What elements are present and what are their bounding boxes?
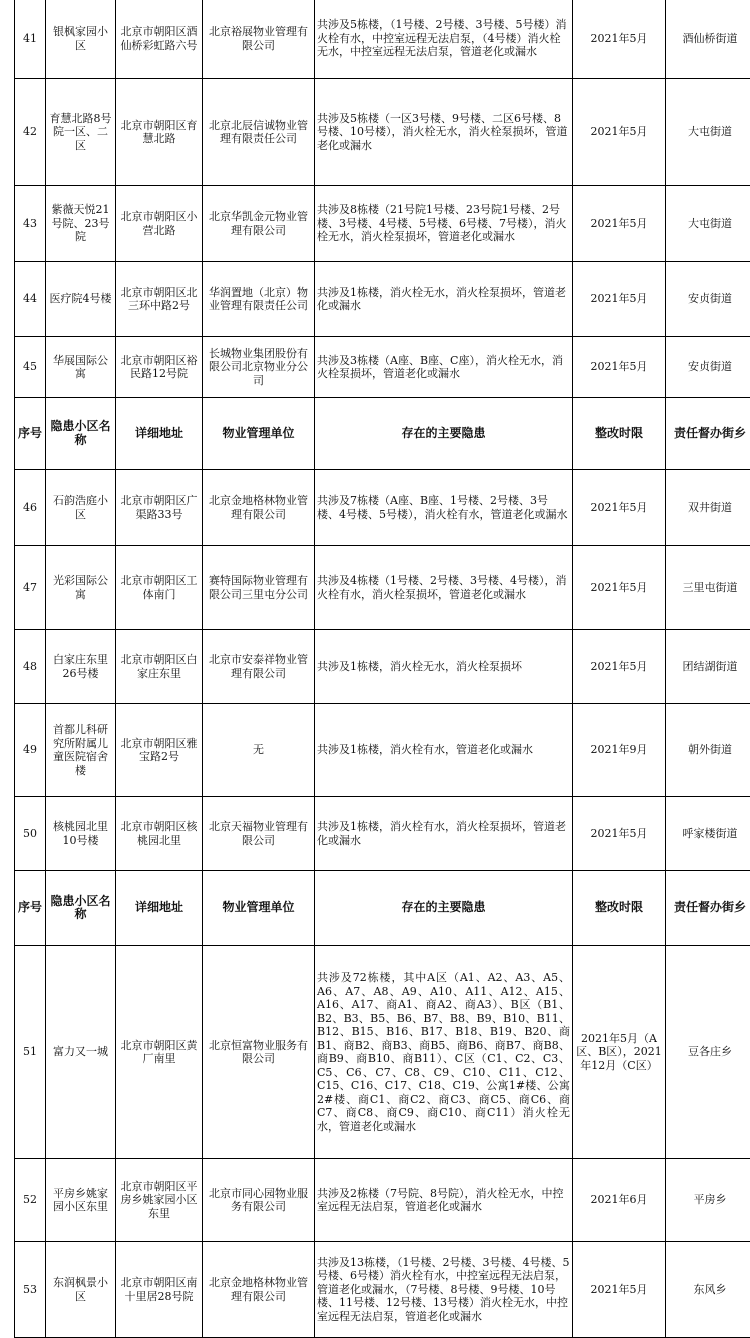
address: 北京市朝阳区工体南门 <box>116 546 203 630</box>
main-hazard: 共涉及4栋楼（1号楼、2号楼、3号楼、4号楼），消火栓有水，消火栓泵损坏，管道老化或漏水 <box>315 546 573 630</box>
responsible-street: 豆各庄乡 <box>666 946 750 1159</box>
main-hazard: 共涉及8栋楼（21号院1号楼、23号院1号楼、2号楼、3号楼、4号楼、5号楼、6号楼、7号楼），消火栓无水，消火栓泵损坏，管道老化或漏水 <box>315 186 573 262</box>
row-number: 52 <box>15 1159 46 1242</box>
deadline: 2021年5月 <box>573 630 666 704</box>
address: 北京市朝阳区核桃园北里 <box>116 797 203 871</box>
table-row <box>15 630 750 704</box>
property-manager: 北京市同心园物业服务有限公司 <box>203 1159 315 1242</box>
responsible-street: 朝外街道 <box>666 704 750 797</box>
address: 北京市朝阳区广渠路33号 <box>116 470 203 546</box>
table-row <box>15 262 750 337</box>
address: 北京市朝阳区北三环中路2号 <box>116 262 203 337</box>
address: 北京市朝阳区黄厂南里 <box>116 946 203 1159</box>
row-number: 44 <box>15 262 46 337</box>
table-row <box>15 1159 750 1242</box>
header-name: 隐患小区名称 <box>46 398 116 470</box>
deadline: 2021年5月 <box>573 546 666 630</box>
header-manager: 物业管理单位 <box>203 871 315 946</box>
property-manager: 北京金地格林物业管理有限公司 <box>203 470 315 546</box>
main-hazard: 共涉及3栋楼（A座、B座、C座），消火栓无水，消火栓泵损坏，管道老化或漏水 <box>315 337 573 398</box>
deadline: 2021年5月 <box>573 337 666 398</box>
main-hazard: 共涉及7栋楼（A座、B座、1号楼、2号楼、3号楼、4号楼、5号楼），消火栓有水，管道老化或漏水 <box>315 470 573 546</box>
deadline: 2021年5月 <box>573 470 666 546</box>
responsible-street: 东风乡 <box>666 1242 750 1338</box>
main-hazard: 共涉及13栋楼，（1号楼、2号楼、3号楼、4号楼、5号楼、6号楼）消火栓有水，中控室远程无法启泵，管道老化或漏水，（7号楼、8号楼、9号楼、10号楼、11号楼、12号楼、13号楼）消火栓无水，中控室远程无法启泵，管道老化或漏水 <box>315 1242 573 1338</box>
main-hazard: 共涉及1栋楼，消火栓无水，消火栓泵损坏 <box>315 630 573 704</box>
deadline: 2021年5月 <box>573 797 666 871</box>
table-row <box>15 79 750 186</box>
row-number: 46 <box>15 470 46 546</box>
header-name: 隐患小区名称 <box>46 871 116 946</box>
header-address: 详细地址 <box>116 871 203 946</box>
community-name: 富力又一城 <box>46 946 116 1159</box>
main-hazard: 共涉及5栋楼（一区3号楼、9号楼、二区6号楼、8号楼、10号楼），消火栓无水，消火栓泵损坏，管道老化或漏水 <box>315 79 573 186</box>
header-time: 整改时限 <box>573 871 666 946</box>
deadline: 2021年5月 <box>573 262 666 337</box>
responsible-street: 呼家楼街道 <box>666 797 750 871</box>
property-manager: 无 <box>203 704 315 797</box>
main-hazard: 共涉及1栋楼，消火栓有水，消火栓泵损坏，管道老化或漏水 <box>315 797 573 871</box>
address: 北京市朝阳区南十里居28号院 <box>116 1242 203 1338</box>
hazard-table <box>14 0 750 1338</box>
main-hazard: 共涉及1栋楼，消火栓有水，管道老化或漏水 <box>315 704 573 797</box>
table-row <box>15 186 750 262</box>
main-hazard: 共涉及1栋楼，消火栓无水，消火栓泵损坏，管道老化或漏水 <box>315 262 573 337</box>
address: 北京市朝阳区平房乡姚家园小区东里 <box>116 1159 203 1242</box>
property-manager: 北京裕展物业管理有限公司 <box>203 0 315 79</box>
row-number: 51 <box>15 946 46 1159</box>
header-row <box>15 398 750 470</box>
deadline: 2021年5月（A区、B区），2021年12月（C区） <box>573 946 666 1159</box>
header-manager: 物业管理单位 <box>203 398 315 470</box>
row-number: 45 <box>15 337 46 398</box>
row-number: 47 <box>15 546 46 630</box>
responsible-street: 大屯街道 <box>666 186 750 262</box>
responsible-street: 酒仙桥街道 <box>666 0 750 79</box>
row-number: 42 <box>15 79 46 186</box>
community-name: 医疗院4号楼 <box>46 262 116 337</box>
table-row <box>15 797 750 871</box>
community-name: 白家庄东里26号楼 <box>46 630 116 704</box>
address: 北京市朝阳区裕民路12号院 <box>116 337 203 398</box>
deadline: 2021年5月 <box>573 79 666 186</box>
address: 北京市朝阳区育慧北路 <box>116 79 203 186</box>
table-row <box>15 0 750 79</box>
header-issue: 存在的主要隐患 <box>315 398 573 470</box>
responsible-street: 安贞街道 <box>666 337 750 398</box>
row-number: 49 <box>15 704 46 797</box>
header-issue: 存在的主要隐患 <box>315 871 573 946</box>
main-hazard: 共涉及5栋楼，（1号楼、2号楼、3号楼、5号楼）消火栓有水，中控室远程无法启泵，（4号楼）消火栓无水，中控室远程无法启泵，管道老化或漏水 <box>315 0 573 79</box>
address: 北京市朝阳区酒仙桥彩虹路六号 <box>116 0 203 79</box>
table-row <box>15 946 750 1159</box>
row-number: 41 <box>15 0 46 79</box>
community-name: 银枫家园小区 <box>46 0 116 79</box>
property-manager: 赛特国际物业管理有限公司三里屯分公司 <box>203 546 315 630</box>
property-manager: 北京华凯金元物业管理有限公司 <box>203 186 315 262</box>
responsible-street: 大屯街道 <box>666 79 750 186</box>
community-name: 东润枫景小区 <box>46 1242 116 1338</box>
responsible-street: 三里屯街道 <box>666 546 750 630</box>
responsible-street: 平房乡 <box>666 1159 750 1242</box>
community-name: 华展国际公寓 <box>46 337 116 398</box>
header-row <box>15 871 750 946</box>
property-manager: 长城物业集团股份有限公司北京物业分公司 <box>203 337 315 398</box>
responsible-street: 双井街道 <box>666 470 750 546</box>
table-row <box>15 337 750 398</box>
deadline: 2021年9月 <box>573 704 666 797</box>
row-number: 48 <box>15 630 46 704</box>
responsible-street: 团结湖街道 <box>666 630 750 704</box>
header-no: 序号 <box>15 398 46 470</box>
deadline: 2021年5月 <box>573 1242 666 1338</box>
property-manager: 北京天福物业管理有限公司 <box>203 797 315 871</box>
property-manager: 北京金地格林物业管理有限公司 <box>203 1242 315 1338</box>
deadline: 2021年5月 <box>573 186 666 262</box>
row-number: 43 <box>15 186 46 262</box>
property-manager: 北京北辰信诚物业管理有限责任公司 <box>203 79 315 186</box>
header-time: 整改时限 <box>573 398 666 470</box>
row-number: 53 <box>15 1242 46 1338</box>
address: 北京市朝阳区雅宝路2号 <box>116 704 203 797</box>
property-manager: 北京市安泰祥物业管理有限公司 <box>203 630 315 704</box>
header-street: 责任督办街乡 <box>666 871 750 946</box>
deadline: 2021年6月 <box>573 1159 666 1242</box>
property-manager: 华润置地（北京）物业管理有限责任公司 <box>203 262 315 337</box>
community-name: 紫薇天悦21号院、23号院 <box>46 186 116 262</box>
community-name: 平房乡姚家园小区东里 <box>46 1159 116 1242</box>
table-row <box>15 470 750 546</box>
row-number: 50 <box>15 797 46 871</box>
community-name: 石韵浩庭小区 <box>46 470 116 546</box>
header-street: 责任督办街乡 <box>666 398 750 470</box>
header-address: 详细地址 <box>116 398 203 470</box>
community-name: 育慧北路8号院一区、二区 <box>46 79 116 186</box>
header-no: 序号 <box>15 871 46 946</box>
responsible-street: 安贞街道 <box>666 262 750 337</box>
address: 北京市朝阳区白家庄东里 <box>116 630 203 704</box>
property-manager: 北京恒富物业服务有限公司 <box>203 946 315 1159</box>
table-row <box>15 704 750 797</box>
address: 北京市朝阳区小营北路 <box>116 186 203 262</box>
main-hazard: 共涉及72栋楼，其中A区（A1、A2、A3、A5、A6、A7、A8、A9、A10、A11、A12、A15、A16、A17、商A1、商A2、商A3）、B区（B1、B2、B3、B5、B6、B7、B8、B9、B10、B11、B12、B15、B16、B17、B18、B19、B20、商B1、商B2、商B3、商B5、商B6、商B7、商B8、商B9、商B10、商B11）、C区（C1、C2、C3、C5、C6、C7、C8、C9、C10、C11、C12、C15、C16、C17、C18、C19、公寓1#楼、公寓2#楼、商C1、商C2、商C3、商C5、商C6、商C7、商C8、商C9、商C10、商C11）消火栓无水，管道老化或漏水 <box>315 946 573 1159</box>
main-hazard: 共涉及2栋楼（7号院、8号院），消火栓无水，中控室远程无法启泵，管道老化或漏水 <box>315 1159 573 1242</box>
community-name: 核桃园北里10号楼 <box>46 797 116 871</box>
table-row <box>15 1242 750 1338</box>
community-name: 首都儿科研究所附属儿童医院宿舍楼 <box>46 704 116 797</box>
deadline: 2021年5月 <box>573 0 666 79</box>
table-row <box>15 546 750 630</box>
community-name: 光彩国际公寓 <box>46 546 116 630</box>
